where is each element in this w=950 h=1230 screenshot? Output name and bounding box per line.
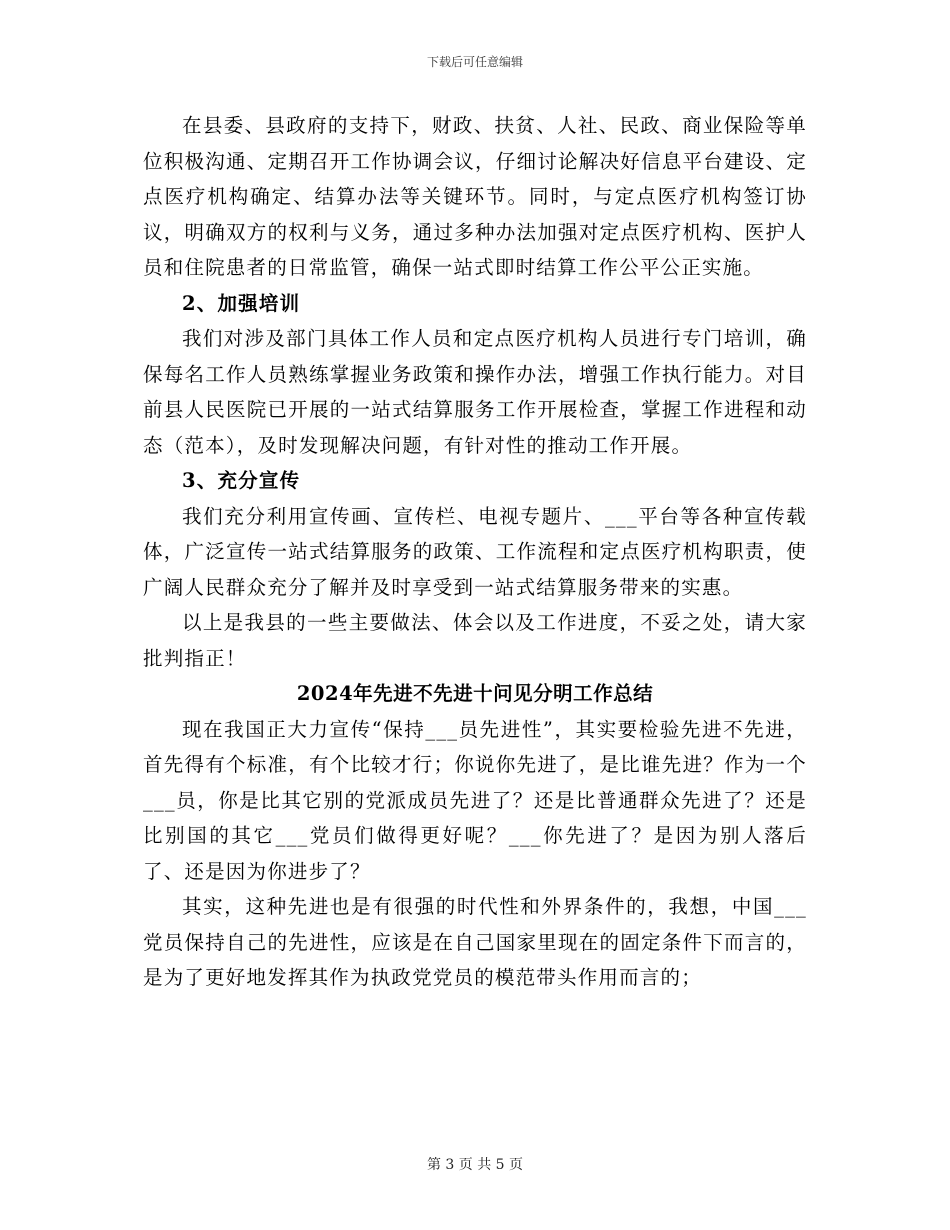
section-heading-training: 2、加强培训 (182, 291, 301, 315)
document-body (143, 108, 807, 996)
paragraph-publicity: 我们充分利用宣传画、宣传栏、电视专题片、___平台等各种宣传载体，广泛宣传一站式结算服务的政策、工作流程和定点医疗机构职责，使广阔人民群众充分了解并及时享受到一站式结算服务带来的实惠。 (143, 504, 807, 599)
document-title: 2024年先进不先进十问见分明工作总结 (296, 682, 654, 705)
page-header-note: 下载后可任意编辑 (426, 55, 523, 69)
paragraph-coordination: 在县委、县政府的支持下，财政、扶贫、人社、民政、商业保险等单位积极沟通、定期召开工作协调会议，仔细讨论解决好信息平台建设、定点医疗机构确定、结算办法等关键环节。同时，与定点医疗机构签订协议，明确双方的权利与义务，通过多种办法加强对定点医疗机构、医护人员和住院患者的日常监管，确保一站式即时结算工作公平公正实施。 (143, 114, 807, 279)
paragraph-training: 我们对涉及部门具体工作人员和定点医疗机构人员进行专门培训，确保每名工作人员熟练掌握业务政策和操作办法，增强工作执行能力。对目前县人民医院已开展的一站式结算服务工作开展检查，掌握工作进程和动态（范本），及时发现解决问题，有针对性的推动工作开展。 (143, 327, 807, 457)
paragraph-advancement-context: 其实，这种先进也是有很强的时代性和外界条件的，我想，中国___党员保持自己的先进性，应该是在自己国家里现在的固定条件下而言的，是为了更好地发挥其作为执政党党员的模范带头作用而言的； (143, 895, 807, 989)
paragraph-closing: 以上是我县的一些主要做法、体会以及工作进度，不妥之处，请大家批判指正！ (143, 611, 807, 670)
paragraph-advancement-questions: 现在我国正大力宣传“保持___员先进性”，其实要检验先进不先进，首先得有个标准，有个比较才行；你说你先进了，是比谁先进？作为一个___员，你是比其它别的党派成员先进了？还是比普通群众先进了？还是比别国的其它___党员们做得更好呢？___你先进了？是因为别人落后了、还是因为你进步了？ (143, 717, 807, 883)
section-heading-publicity: 3、充分宣传 (182, 469, 301, 492)
page-number: 第 3 页 共 5 页 (426, 1157, 524, 1173)
